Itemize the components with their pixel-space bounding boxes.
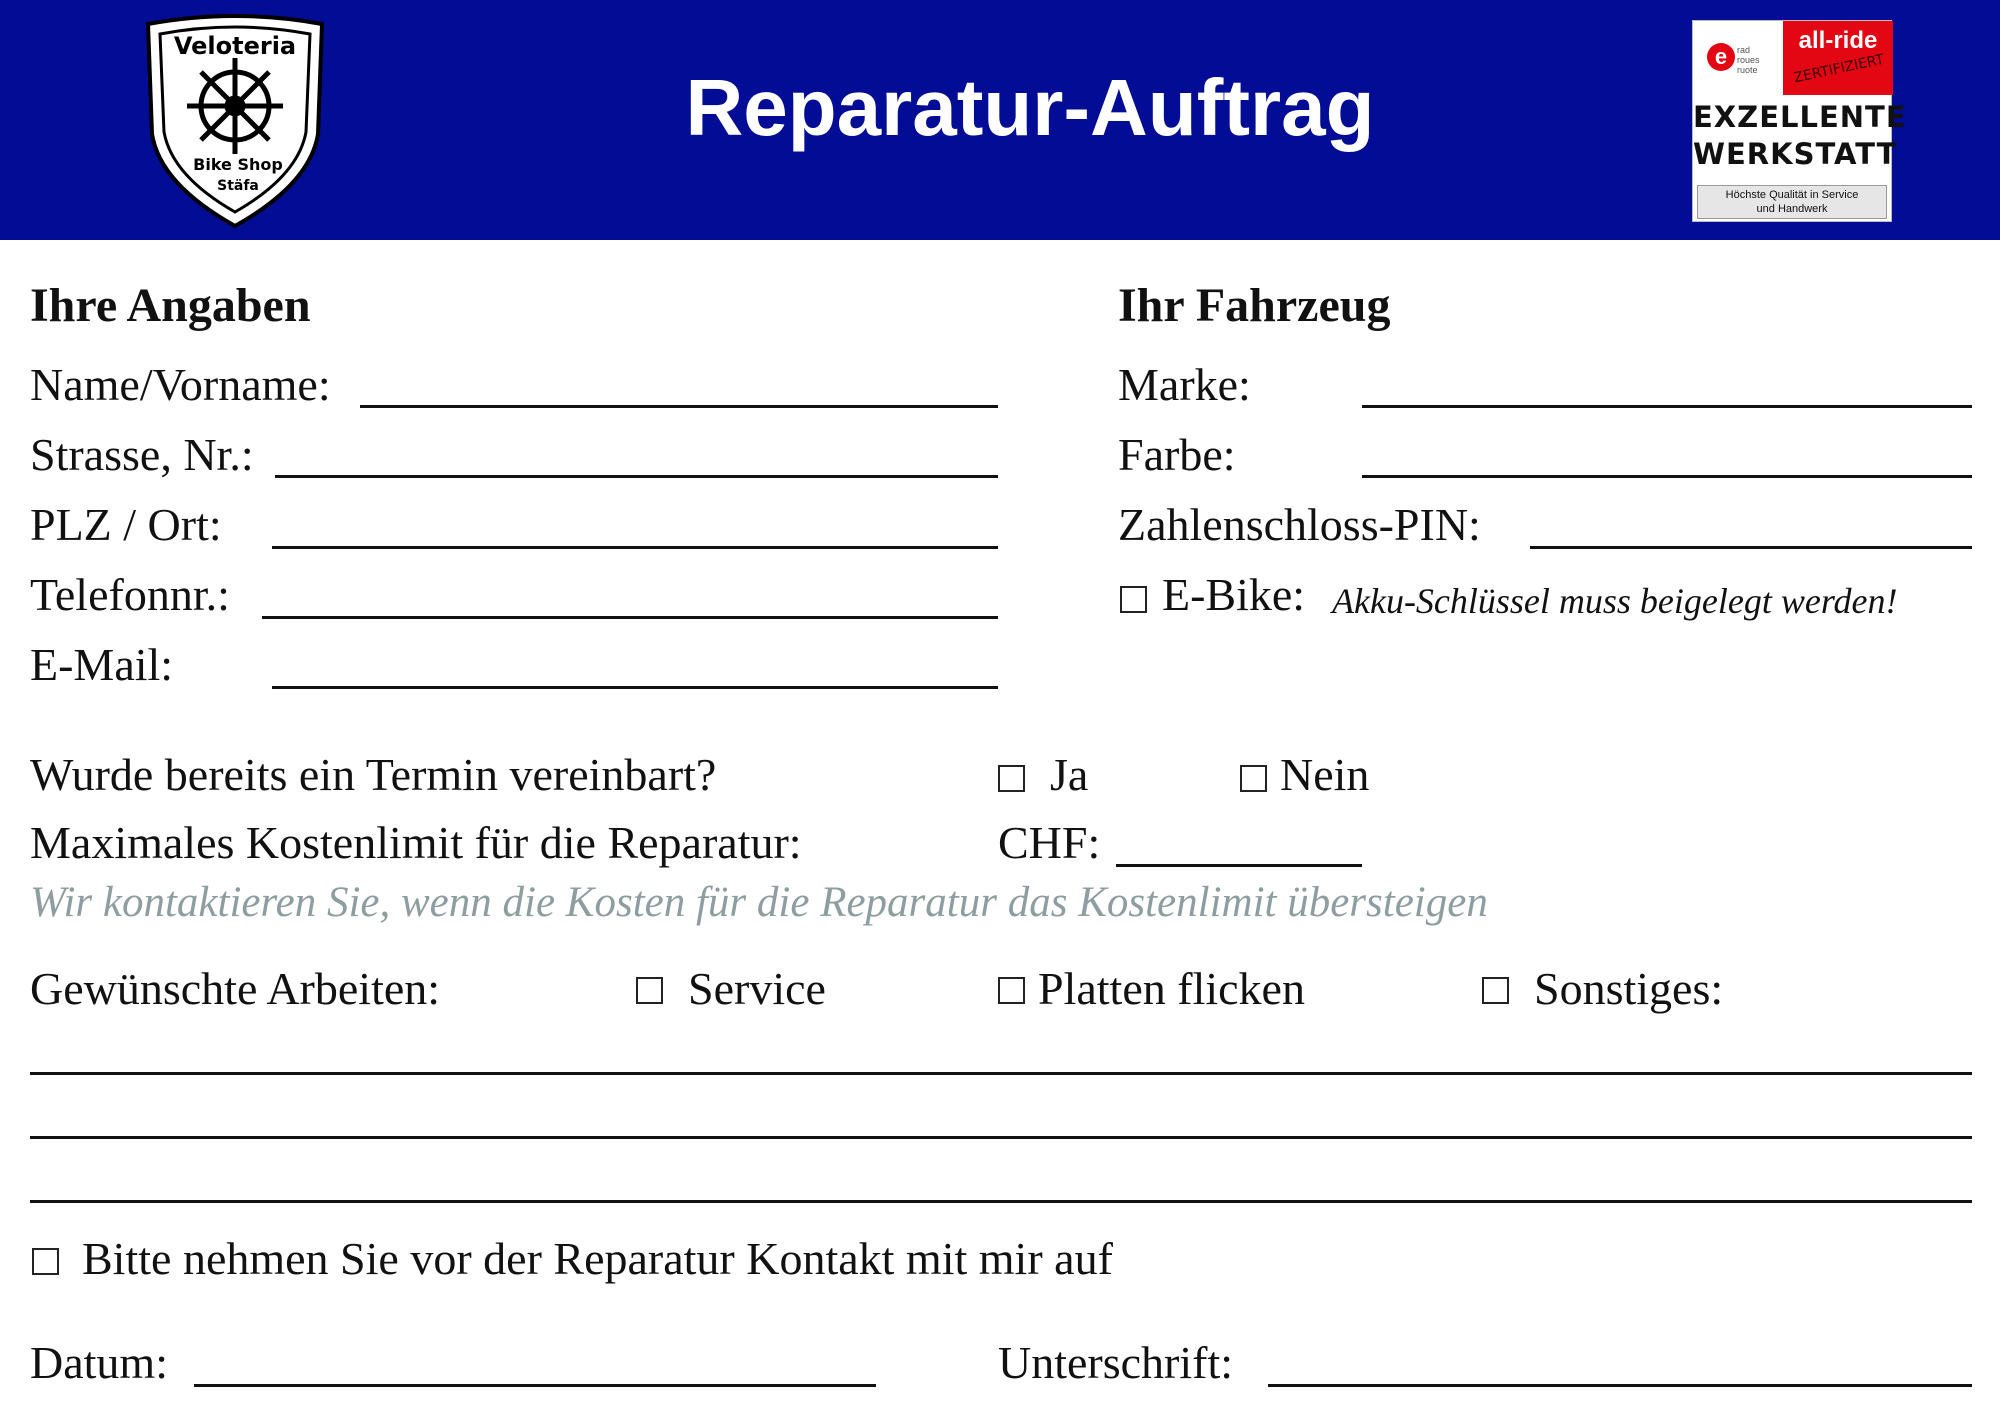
cost-limit-label: Maximales Kostenlimit für die Reparatur: bbox=[30, 817, 802, 868]
ebike-label: E-Bike: bbox=[1162, 569, 1306, 620]
customer-heading: Ihre Angaben bbox=[30, 279, 311, 332]
contact-request-checkbox[interactable] bbox=[32, 1248, 59, 1275]
contact-request-label: Bitte nehmen Sie vor der Reparatur Kontakt mit mir auf bbox=[82, 1233, 1113, 1284]
street-label: Strasse, Nr.: bbox=[30, 429, 254, 480]
brand-label: Marke: bbox=[1118, 359, 1251, 410]
service-checkbox[interactable] bbox=[636, 977, 663, 1004]
brand-field[interactable] bbox=[1362, 405, 1972, 408]
phone-label: Telefonnr.: bbox=[30, 569, 230, 620]
color-label: Farbe: bbox=[1118, 429, 1236, 480]
ebike-note: Akku-Schlüssel muss beigelegt werden! bbox=[1332, 581, 1898, 621]
badge-brand-box: all-ride ZERTIFIZIERT bbox=[1783, 21, 1893, 95]
rad-roues-ruote-logo: e bbox=[1707, 43, 1735, 71]
zip-city-field[interactable] bbox=[272, 546, 998, 549]
name-field[interactable] bbox=[360, 405, 998, 408]
badge-logo-text: rad roues ruote bbox=[1737, 45, 1760, 75]
email-field[interactable] bbox=[272, 686, 998, 689]
vehicle-heading: Ihr Fahrzeug bbox=[1118, 279, 1391, 332]
requested-work-label: Gewünschte Arbeiten: bbox=[30, 963, 441, 1014]
zip-city-label: PLZ / Ort: bbox=[30, 499, 222, 550]
appointment-no-checkbox[interactable] bbox=[1240, 765, 1267, 792]
signature-field[interactable] bbox=[1268, 1384, 1972, 1387]
certification-badge bbox=[1692, 20, 1907, 222]
phone-field[interactable] bbox=[262, 616, 998, 619]
ebike-checkbox[interactable] bbox=[1120, 586, 1147, 613]
appointment-yes-label: Ja bbox=[1050, 749, 1089, 800]
svg-text:Bike Shop: Bike Shop bbox=[193, 155, 283, 174]
header-banner bbox=[0, 0, 2000, 240]
svg-text:Veloteria: Veloteria bbox=[173, 32, 297, 60]
svg-text:Stäfa: Stäfa bbox=[217, 178, 259, 194]
appointment-yes-checkbox[interactable] bbox=[998, 765, 1025, 792]
badge-footer: Höchste Qualität in Service und Handwerk bbox=[1697, 185, 1887, 219]
email-label: E-Mail: bbox=[30, 639, 174, 690]
badge-title: EXZELLENTE WERKSTATT bbox=[1693, 100, 1907, 171]
work-notes-line-2[interactable] bbox=[30, 1136, 1972, 1139]
street-field[interactable] bbox=[275, 475, 998, 478]
date-field[interactable] bbox=[194, 1384, 876, 1387]
appointment-no-label: Nein bbox=[1280, 749, 1370, 800]
name-label: Name/Vorname: bbox=[30, 359, 331, 410]
other-label: Sonstiges: bbox=[1534, 963, 1724, 1014]
other-checkbox[interactable] bbox=[1482, 977, 1509, 1004]
work-notes-line-3[interactable] bbox=[30, 1200, 1972, 1203]
lock-pin-field[interactable] bbox=[1530, 546, 1972, 549]
appointment-question: Wurde bereits ein Termin vereinbart? bbox=[30, 749, 717, 800]
date-label: Datum: bbox=[30, 1337, 168, 1388]
service-label: Service bbox=[688, 963, 826, 1014]
lock-pin-label: Zahlenschloss-PIN: bbox=[1118, 499, 1481, 550]
flat-repair-label: Platten flicken bbox=[1038, 963, 1305, 1014]
page-title: Reparatur-Auftrag bbox=[685, 63, 1375, 152]
cost-limit-field[interactable] bbox=[1116, 864, 1362, 867]
signature-label: Unterschrift: bbox=[998, 1337, 1234, 1388]
work-notes-line-1[interactable] bbox=[30, 1072, 1972, 1075]
color-field[interactable] bbox=[1362, 475, 1972, 478]
currency-label: CHF: bbox=[998, 817, 1101, 868]
flat-repair-checkbox[interactable] bbox=[998, 977, 1025, 1004]
cost-limit-hint: Wir kontaktieren Sie, wenn die Kosten für die Reparatur das Kostenlimit übersteigen bbox=[30, 879, 1488, 926]
